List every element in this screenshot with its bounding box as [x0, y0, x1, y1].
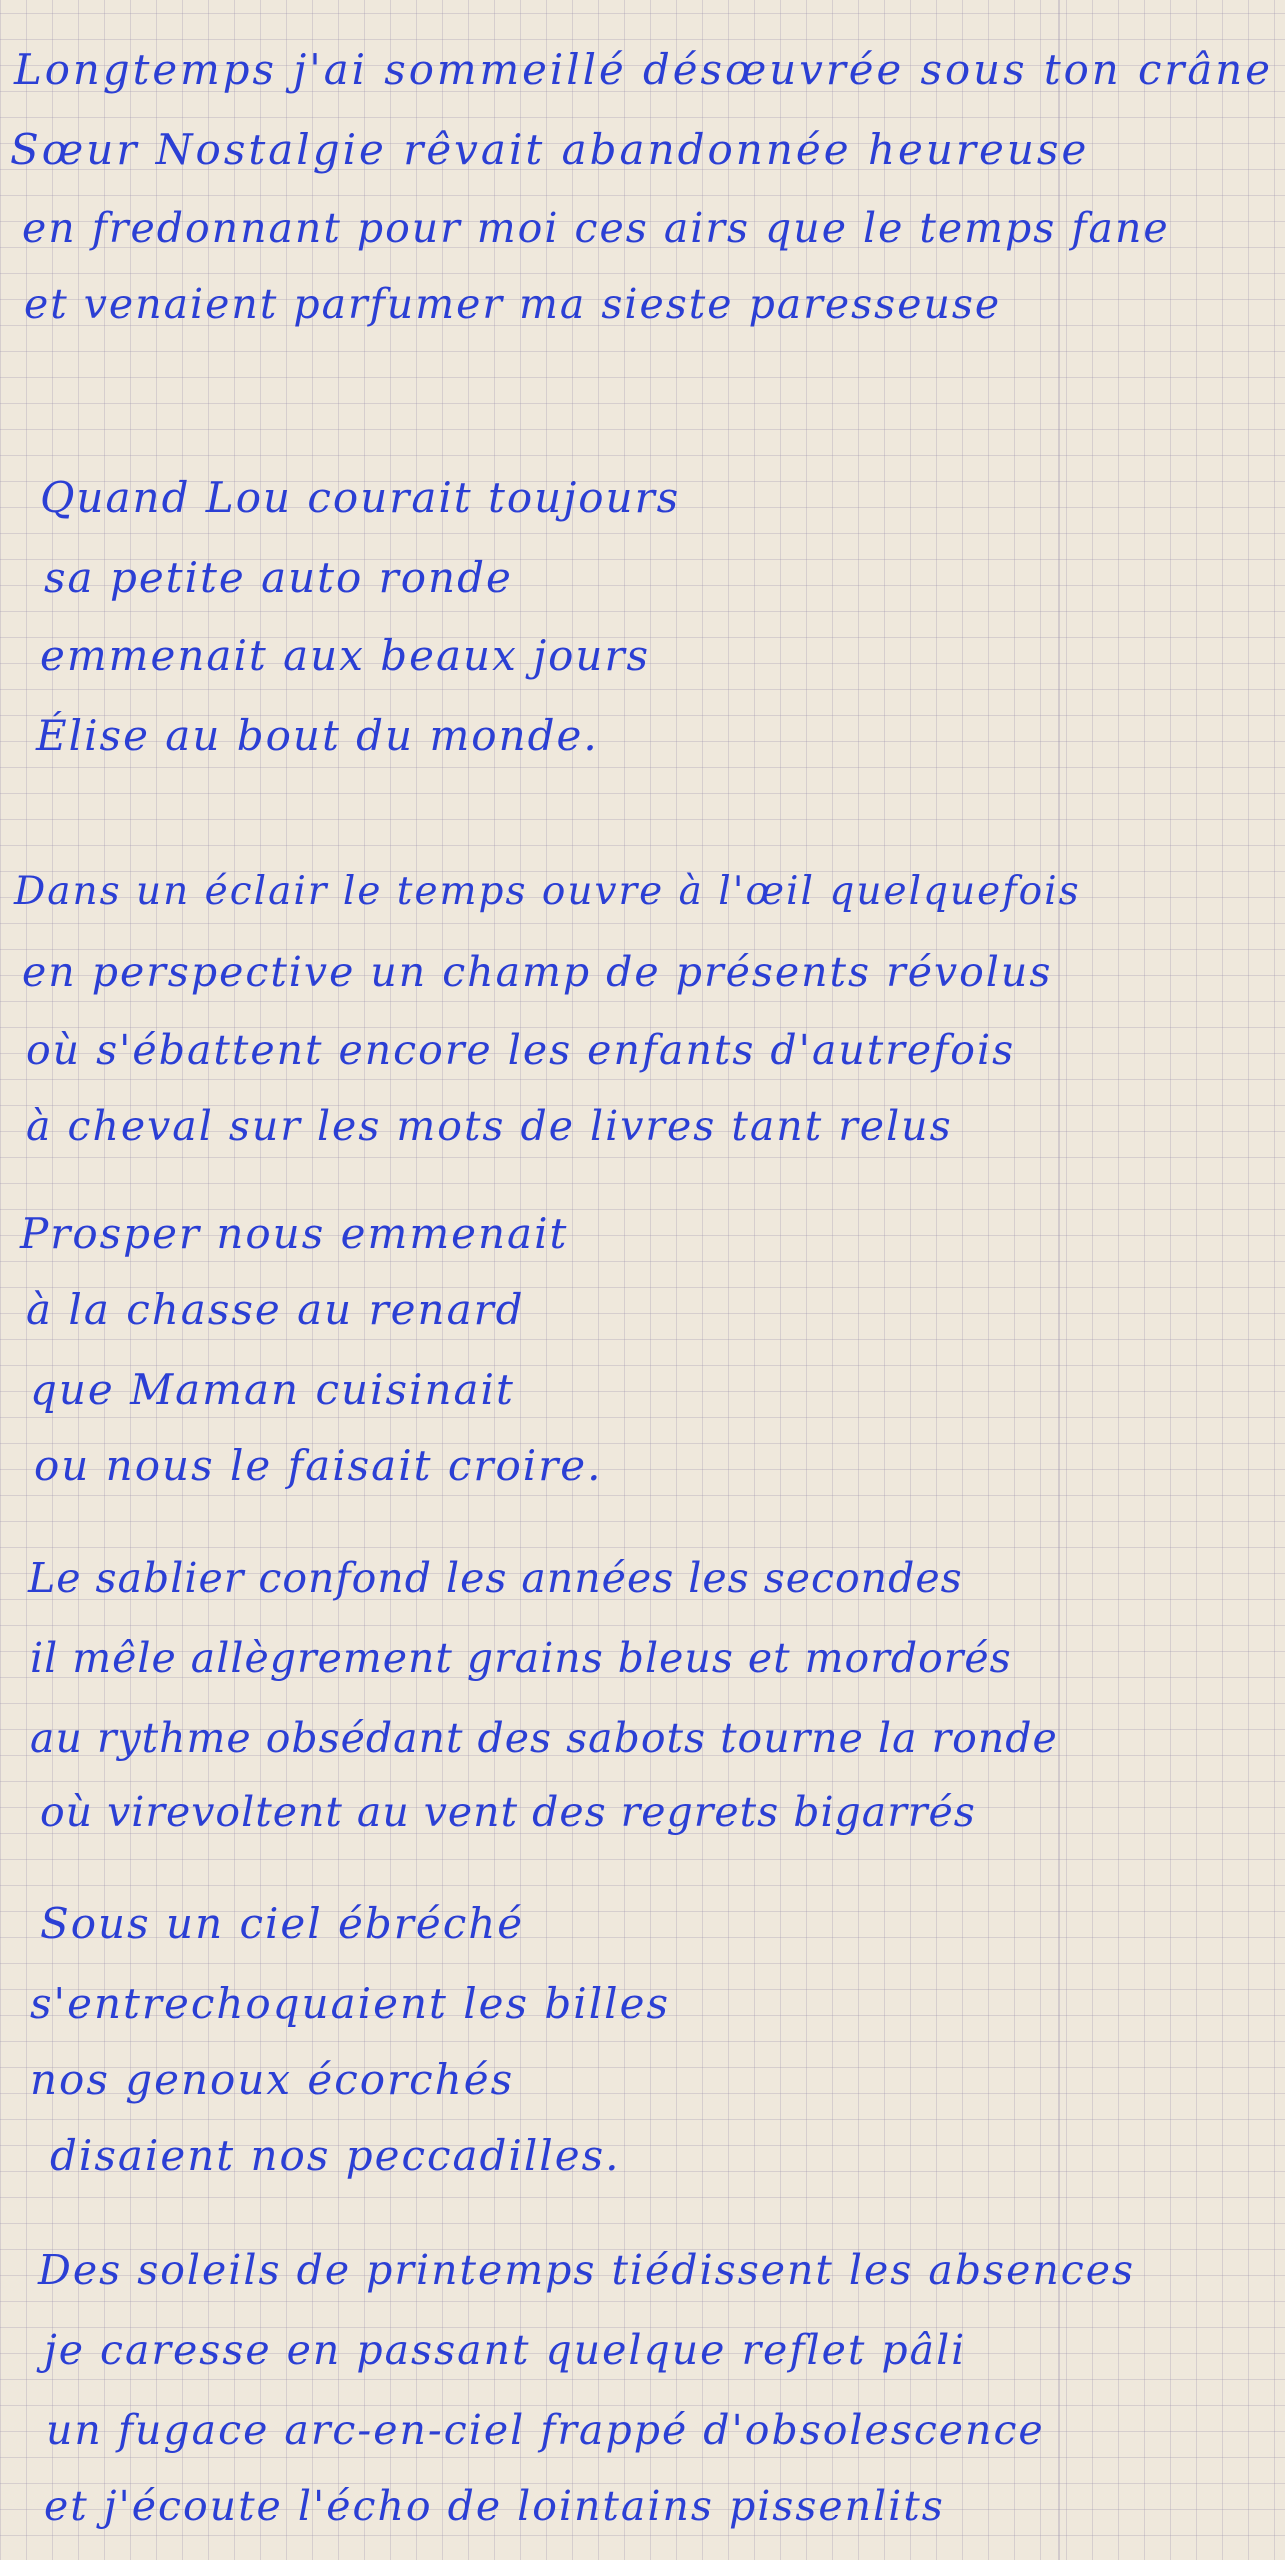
poem-line: Longtemps j'ai sommeillé désœuvrée sous ton crâne — [14, 45, 1273, 94]
poem-line: en perspective un champ de présents révolus — [22, 948, 1053, 996]
poem-line: nos genoux écorchés — [30, 2055, 515, 2104]
poem-line: Sœur Nostalgie rêvait abandonnée heureuse — [10, 125, 1090, 174]
poem-line: Dans un éclair le temps ouvre à l'œil quelquefois — [14, 869, 1081, 914]
poem-line: ou nous le faisait croire. — [34, 1441, 603, 1490]
grid-margin-line — [1058, 0, 1060, 2560]
poem-line: sa petite auto ronde — [44, 553, 513, 602]
poem-line: un fugace arc-en-ciel frappé d'obsolescence — [46, 2406, 1045, 2454]
poem-line: Le sablier confond les années les secondes — [28, 1554, 963, 1602]
poem-line: à la chasse au renard — [26, 1285, 525, 1334]
poem-line: Des soleils de printemps tiédissent les absences — [38, 2246, 1136, 2294]
poem-line: s'entrechoquaient les billes — [30, 1979, 671, 2028]
poem-line: au rythme obsédant des sabots tourne la ronde — [30, 1714, 1058, 1762]
poem-line: et j'écoute l'écho de lointains pissenlits — [44, 2482, 945, 2530]
poem-line: où s'ébattent encore les enfants d'autrefois — [26, 1026, 1016, 1074]
poem-line: Prosper nous emmenait — [20, 1209, 569, 1258]
poem-line: emmenait aux beaux jours — [40, 631, 651, 680]
poem-line: Sous un ciel ébréché — [40, 1899, 525, 1948]
poem-line: à cheval sur les mots de livres tant relus — [26, 1102, 953, 1150]
poem-line: disaient nos peccadilles. — [50, 2131, 621, 2180]
poem-line: Quand Lou courait toujours — [40, 473, 681, 522]
poem-line: que Maman cuisinait — [30, 1365, 515, 1414]
poem-line: il mêle allègrement grains bleus et mordorés — [30, 1634, 1012, 1682]
poem-line: où virevoltent au vent des regrets bigarrés — [40, 1788, 976, 1836]
poem-line: je caresse en passant quelque reflet pâli — [44, 2326, 967, 2374]
poem-line: et venaient parfumer ma sieste paresseuse — [24, 280, 1002, 328]
poem-line: en fredonnant pour moi ces airs que le temps fane — [22, 204, 1170, 252]
poem-line: Élise au bout du monde. — [36, 711, 599, 760]
